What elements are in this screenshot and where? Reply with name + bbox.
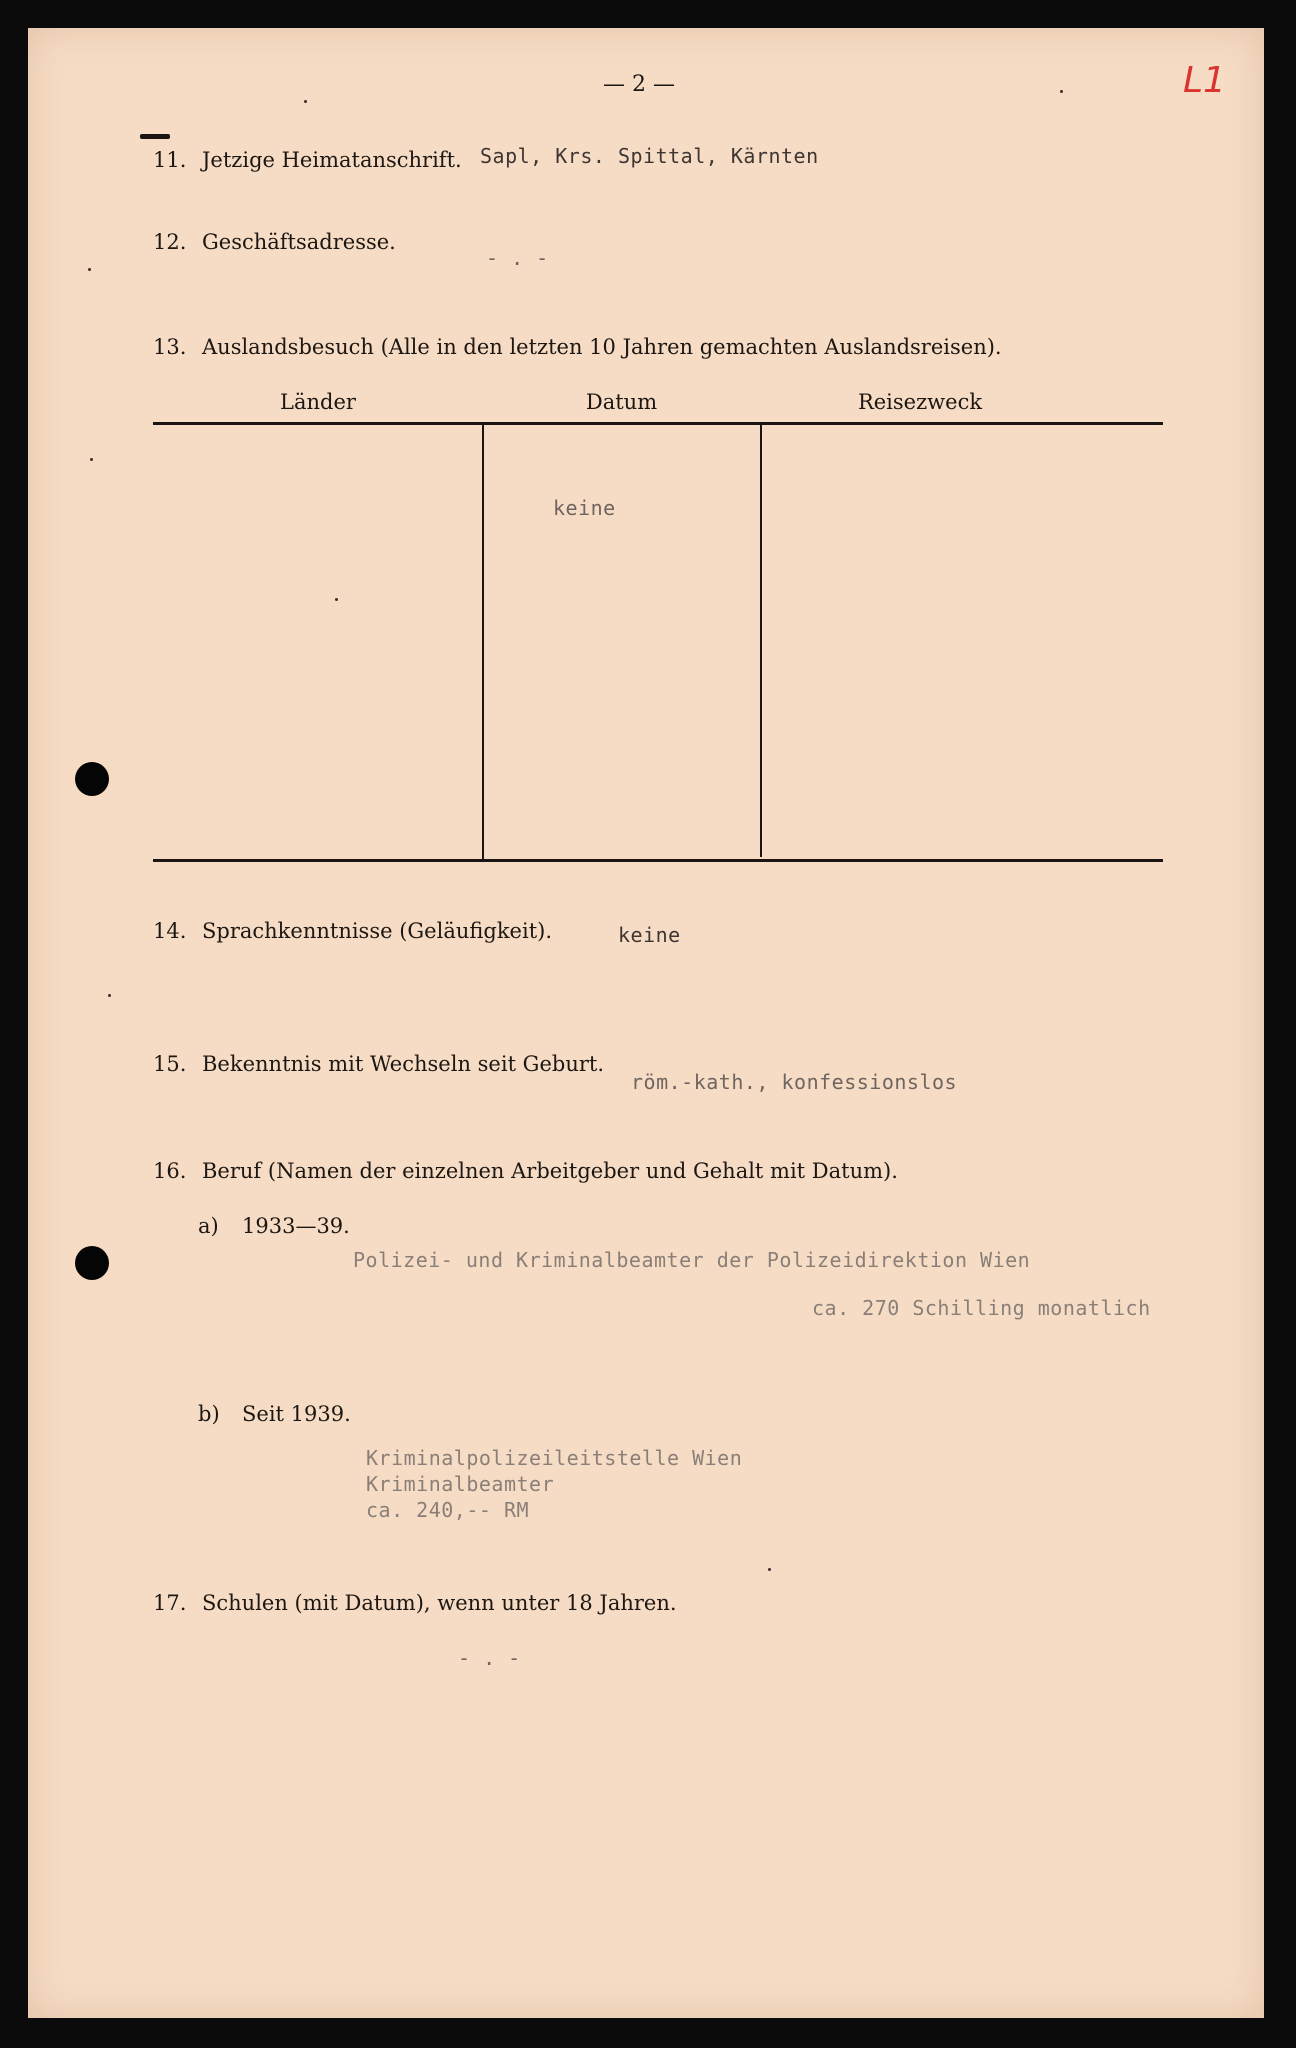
- q13-label: Auslandsbesuch (Alle in den letzten 10 Jahren gemachten Auslandsreisen).: [202, 335, 1002, 359]
- q16a-label: a): [198, 1214, 219, 1238]
- q12-answer: - . -: [486, 246, 549, 270]
- q16b-employer-line1: Kriminalpolizeileitstelle Wien: [366, 1446, 743, 1470]
- q15-answer: röm.-kath., konfessionslos: [631, 1070, 958, 1094]
- q15-number: 15.: [153, 1052, 187, 1076]
- table-header-reisezweck: Reisezweck: [857, 390, 983, 414]
- punch-hole-bottom: [75, 1246, 109, 1280]
- q11-label: Jetzige Heimatanschrift.: [202, 148, 462, 172]
- q16b-label: b): [198, 1402, 220, 1426]
- q17-number: 17.: [153, 1591, 187, 1615]
- page-number: — 2 —: [603, 72, 675, 97]
- q16-number: 16.: [153, 1159, 187, 1183]
- q11-answer: Sapl, Krs. Spittal, Kärnten: [480, 144, 819, 168]
- q16b-employer-line2: Kriminalbeamter: [366, 1472, 555, 1496]
- speck: [335, 598, 338, 601]
- q14-label: Sprachkenntnisse (Geläufigkeit).: [202, 919, 552, 943]
- document-page: [28, 28, 1264, 2018]
- q17-answer: - . -: [458, 1646, 521, 1670]
- q17-label: Schulen (mit Datum), wenn unter 18 Jahren.: [202, 1591, 677, 1615]
- speck: [88, 268, 91, 271]
- table-header-laender: Länder: [280, 390, 356, 414]
- q12-label: Geschäftsadresse.: [202, 230, 396, 254]
- table-divider-2: [760, 424, 762, 857]
- corner-mark: L1: [1183, 60, 1226, 101]
- q14-number: 14.: [153, 919, 187, 943]
- table-header-datum: Datum: [585, 390, 658, 414]
- q16b-period: Seit 1939.: [242, 1402, 351, 1426]
- q11-number: 11.: [153, 148, 187, 172]
- q12-number: 12.: [153, 230, 187, 254]
- speck: [1060, 90, 1063, 93]
- table-bottom-rule: [153, 859, 1163, 862]
- speck: [90, 458, 93, 461]
- table-divider-1: [482, 424, 484, 859]
- q16b-salary: ca. 240,-- RM: [366, 1498, 530, 1522]
- table-top-rule: [153, 422, 1163, 425]
- q16a-employer: Polizei- und Kriminalbeamter der Polizeidirektion Wien: [353, 1248, 1031, 1272]
- punch-hole-top: [75, 762, 109, 796]
- q16a-salary: ca. 270 Schilling monatlich: [812, 1296, 1151, 1320]
- arrow-mark-icon: [140, 134, 170, 139]
- q15-label: Bekenntnis mit Wechseln seit Geburt.: [202, 1052, 605, 1076]
- speck: [304, 100, 307, 103]
- q13-number: 13.: [153, 335, 187, 359]
- q16a-period: 1933—39.: [242, 1214, 350, 1238]
- table-entry: keine: [553, 496, 616, 520]
- speck: [768, 1568, 771, 1571]
- q16-label: Beruf (Namen der einzelnen Arbeitgeber und Gehalt mit Datum).: [202, 1159, 898, 1183]
- speck: [108, 994, 111, 997]
- q14-answer: keine: [618, 923, 681, 947]
